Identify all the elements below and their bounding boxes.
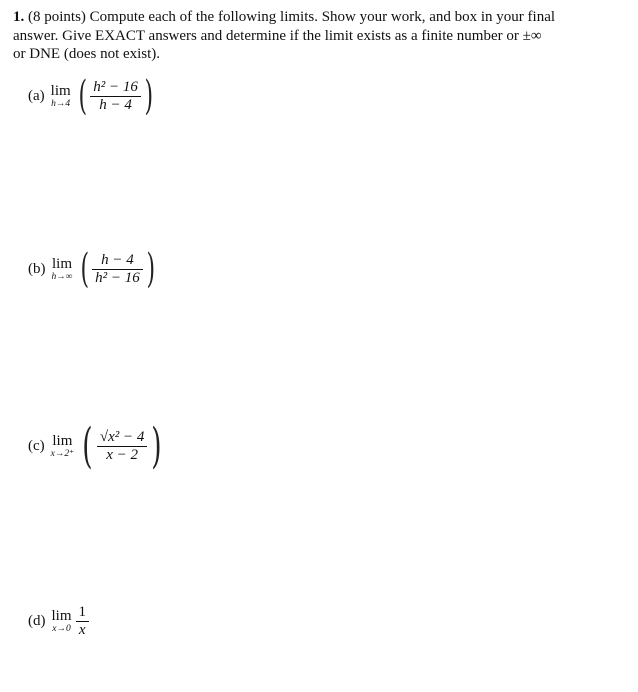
question-number: 1. — [13, 9, 25, 25]
part-a — [28, 73, 157, 119]
lim-word: lim — [50, 82, 71, 99]
question-prompt — [13, 8, 625, 64]
denominator: x — [78, 622, 86, 638]
numerator: √x² − 4 — [99, 428, 145, 445]
numerator: h² − 16 — [93, 78, 138, 95]
numerator: 1 — [78, 604, 87, 620]
lim-subscript: x→2⁺ — [50, 448, 75, 459]
lim-word: lim — [52, 432, 73, 449]
right-paren: ) — [151, 418, 162, 474]
numerator: h − 4 — [101, 251, 134, 268]
part-c-label: (c) — [28, 437, 45, 454]
question-text-line2: answer. Give EXACT answers and determine if the limit exists as a finite number or ±∞ — [13, 27, 542, 44]
left-paren: ( — [78, 73, 87, 119]
part-b-lim — [52, 257, 73, 282]
part-a-lim — [51, 84, 71, 109]
question-text-line3: or DNE (does not exist). — [13, 46, 161, 62]
part-c-fraction — [97, 429, 148, 464]
right-paren: ) — [146, 246, 155, 292]
question-text-line1: (8 points) Compute each of the following limits. Show your work, and box in your final — [24, 9, 556, 25]
lim-subscript: h→∞ — [51, 271, 73, 282]
part-c-lim — [51, 434, 74, 459]
part-d-fraction — [76, 604, 90, 639]
part-a-label: (a) — [28, 87, 45, 104]
denominator: h² − 16 — [95, 269, 140, 286]
part-a-fraction — [90, 79, 141, 114]
lim-word: lim — [51, 608, 72, 624]
part-d — [28, 604, 89, 639]
lim-subscript: x→0 — [52, 624, 71, 634]
part-b-fraction — [92, 252, 143, 287]
right-paren: ) — [144, 73, 154, 119]
lim-word: lim — [52, 255, 73, 272]
part-d-lim — [52, 609, 72, 634]
part-b — [28, 246, 158, 292]
denominator: h − 4 — [99, 96, 132, 113]
part-b-label: (b) — [28, 260, 46, 277]
left-paren: ( — [82, 418, 93, 474]
left-paren: ( — [80, 246, 89, 292]
part-c — [28, 418, 166, 474]
denominator: x − 2 — [106, 446, 139, 463]
lim-subscript: h→4 — [51, 98, 71, 109]
part-d-label: (d) — [28, 613, 46, 629]
